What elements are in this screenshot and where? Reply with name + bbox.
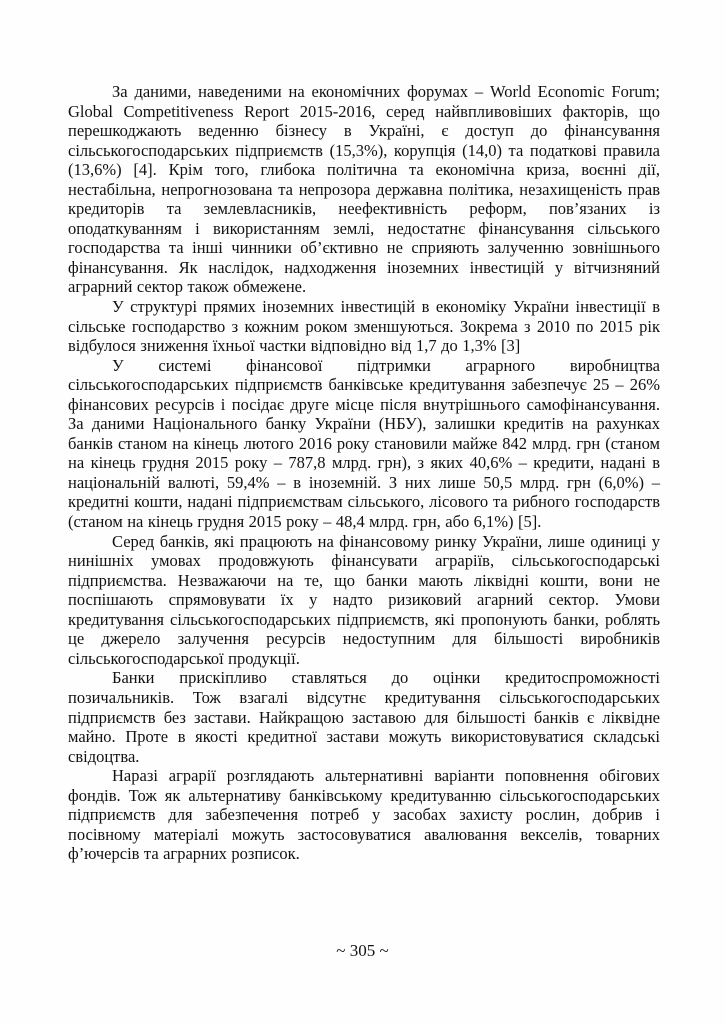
paragraph-2: У структурі прямих іноземних інвестицій в економіку України інвестиції в сільське господарство з кожним роком зменшуються. Зокрема з 2010 по 2015 рік відбулося зниження їхньої частки відповідно від 1,7 до 1,3% [3] <box>68 297 660 356</box>
document-body <box>68 82 660 864</box>
paragraph-4: Серед банків, які працюють на фінансовому ринку України, лише одиниці у нинішніх умовах продовжують фінансувати аграріїв, сільськогосподарські підприємства. Незважаючи на те, що банки мають ліквідні кошти, вони не поспішають спрямовувати їх у надто ризиковий агарний сектор. Умови кредитування сільськогосподарських підприємств, які пропонують банки, роблять це джерело залучення ресурсів недоступним для більшості виробників сільськогосподарської продукції. <box>68 531 660 668</box>
paragraph-5: Банки прискіпливо ставляться до оцінки кредитоспроможності позичальників. Тож взагалі відсутнє кредитування сільськогосподарських підприємств без застави. Найкращою заставою для більшості банків є ліквідне майно. Проте в якості кредитної застави можуть використовуватися складські свідоцтва. <box>68 668 660 766</box>
paragraph-3: У системі фінансової підтримки аграрного виробництва сільськогосподарських підприємств банківське кредитування забезпечує 25 – 26% фінансових ресурсів і посідає друге місце після внутрішнього самофінансування. За даними Національного банку України (НБУ), залишки кредитів на рахунках банків станом на кінець лютого 2016 року становили майже 842 млрд. грн (станом на кінець грудня 2015 року – 787,8 млрд. грн), з яких 40,6% – кредити, надані в національній валюті, 59,4% – в іноземній. З них лише 50,5 млрд. грн (6,0%) – кредитні кошти, надані підприємствам сільського, лісового та рибного господарств (станом на кінець грудня 2015 року – 48,4 млрд. грн, або 6,1%) [5]. <box>68 355 660 532</box>
page-number: ~ 305 ~ <box>336 941 389 960</box>
paragraph-6: Наразі аграрії розглядають альтернативні варіанти поповнення обігових фондів. Тож як альтернативу банківському кредитуванню сільськогосподарських підприємств для забезпечення потреб у засобах захисту рослин, добрив і посівному матеріалі можуть застосовуватися авалювання векселів, товарних ф’ючерсів та аграрних розписок. <box>68 766 660 864</box>
paragraph-1: За даними, наведеними на економічних форумах – World Economic Forum; Global Competitiveness Report 2015-2016, серед найвпливовіших факторів, що перешкоджають веденню бізнесу в Україні, є доступ до фінансування сільськогосподарських підприємств (15,3%), корупція (14,0) та податкові правила (13,6%) [4]. Крім того, глибока політична та економічна криза, воєнні дії, нестабільна, непрогнозована та непрозора державна політика, незахищеність прав кредиторів та землевласників, неефективність реформ, пов’язаних із оподаткуванням і використанням землі, недостатнє фінансування сільського господарства та інші чинники об’єктивно не сприяють залученню зовнішнього фінансування. Як наслідок, надходження іноземних інвестицій у вітчизняний аграрний сектор також обмежене. <box>68 82 660 297</box>
